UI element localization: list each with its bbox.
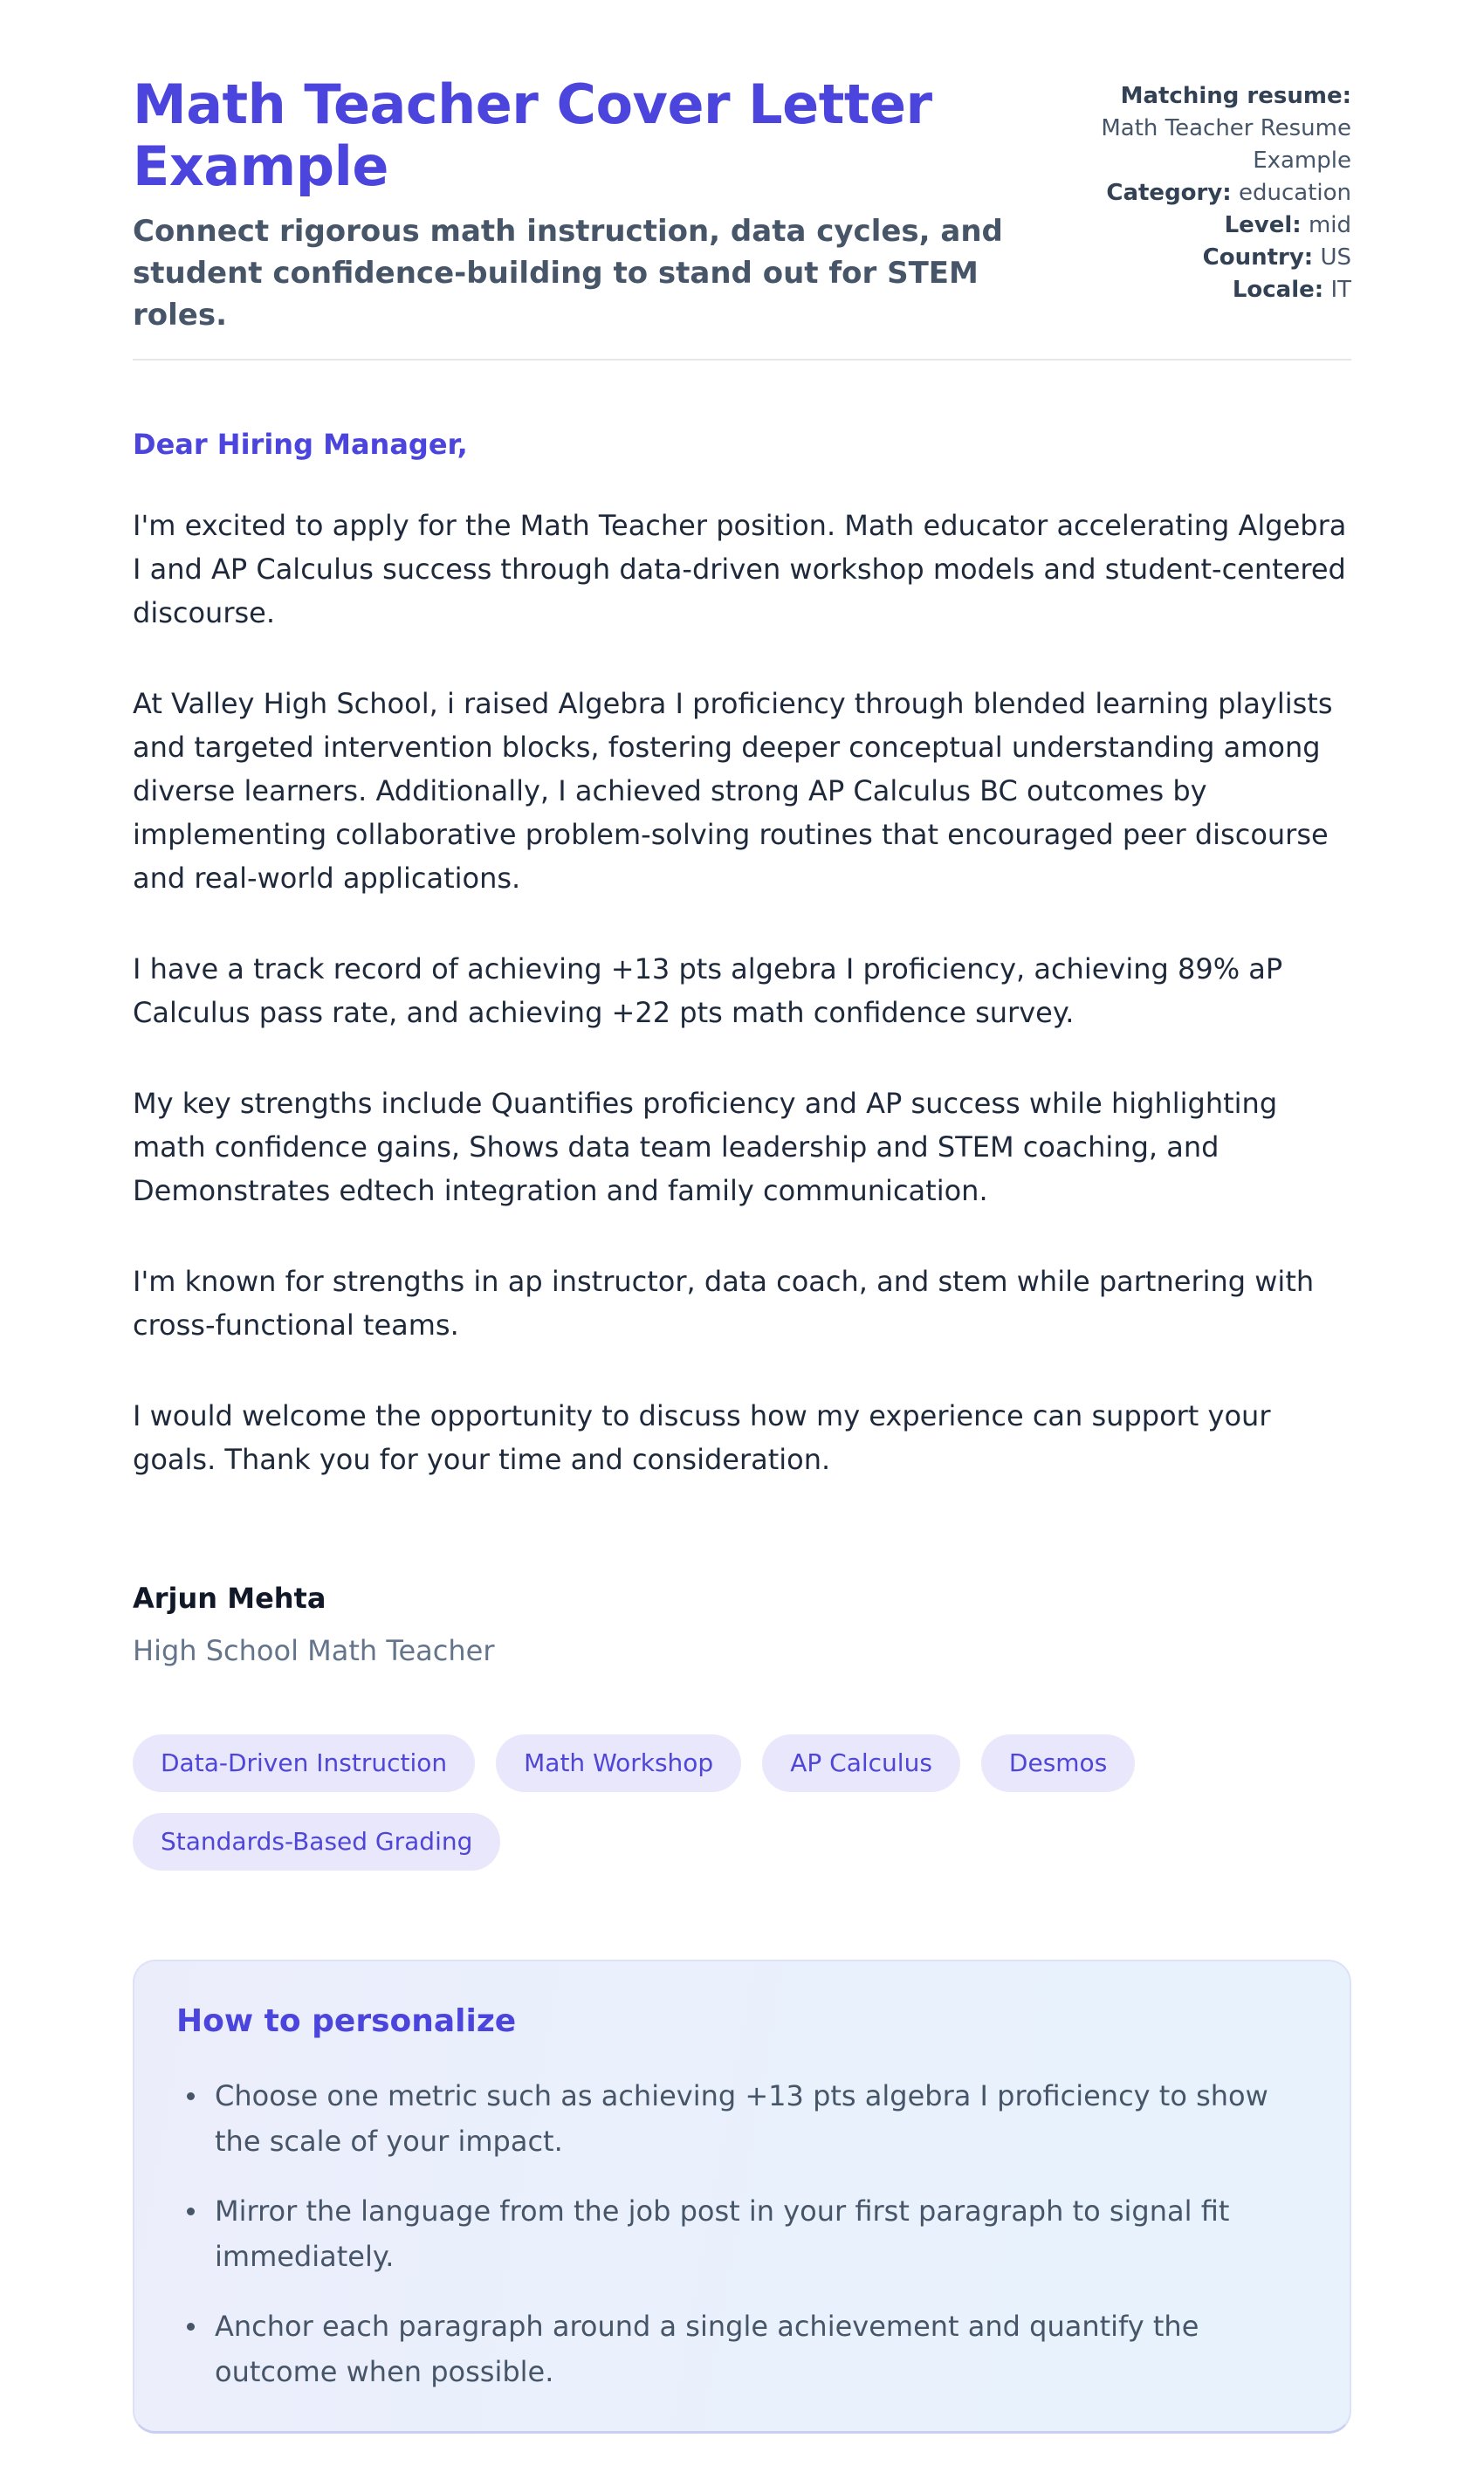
meta-country-value: US [1320, 244, 1351, 271]
tag-list [133, 1734, 1351, 1871]
tag-pill-standards-based-grading[interactable]: Standards-Based Grading [133, 1813, 500, 1871]
meta-country-label: Country: [1202, 244, 1314, 271]
letter-paragraph: At Valley High School, i raised Algebra I proficiency through blended learning playlists and targeted intervention blocks, fostering deeper conceptual understanding among diverse learners. Additionally, I achieved strong AP Calculus BC outcomes by implementing collaborative problem-solving routines that encouraged peer discourse and real-world applications. [133, 686, 1333, 895]
letter-body [133, 423, 1351, 1670]
meta-level-label: Level: [1224, 212, 1302, 238]
meta-level-value: mid [1308, 212, 1351, 238]
letter-paragraph: I have a track record of achieving +13 pts algebra I proficiency, achieving 89% aP Calculus pass rate, and achieving +22 pts math confidence survey. [133, 951, 1283, 1029]
meta-locale-label: Locale: [1232, 277, 1324, 303]
letter-paragraph: My key strengths include Quantifies proficiency and AP success while highlighting math confidence gains, Shows data team leadership and STEM coaching, and Demonstrates edtech integration and family communication. [133, 1086, 1278, 1207]
personalize-title: How to personalize [176, 2002, 517, 2039]
meta-level [1037, 209, 1351, 242]
letter-paragraph: I'm excited to apply for the Math Teacher position. Math educator accelerating Algebra I and AP Calculus success through data-driven workshop models and student-centered discourse. [133, 508, 1347, 629]
tag-pill-data-driven-instruction[interactable]: Data-Driven Instruction [133, 1734, 475, 1792]
signature-title: High School Math Teacher [133, 1633, 495, 1667]
header-title-block [133, 73, 1037, 336]
meta-matching-resume-label: Matching resume: [1120, 83, 1351, 109]
page-title: Math Teacher Cover Letter Example [133, 72, 932, 199]
personalize-card [133, 1960, 1351, 2434]
meta-category-label: Category: [1106, 180, 1232, 206]
signature-name: Arjun Mehta [133, 1581, 326, 1615]
personalize-bullet: Choose one metric such as achieving +13 pts algebra I proficiency to show the scale of your impact. [176, 2073, 1308, 2164]
signature-block [133, 1579, 1351, 1670]
meta-category [1037, 177, 1351, 209]
meta-block [1037, 73, 1351, 306]
tag-pill-ap-calculus[interactable]: AP Calculus [762, 1734, 960, 1792]
letter-salutation: Dear Hiring Manager, [133, 427, 468, 461]
meta-matching-resume [1037, 80, 1351, 177]
letter-paragraph: I would welcome the opportunity to discuss how my experience can support your goals. Thank you for your time and consideration. [133, 1398, 1271, 1476]
meta-locale [1037, 274, 1351, 306]
header-divider [133, 359, 1351, 361]
tag-pill-math-workshop[interactable]: Math Workshop [496, 1734, 741, 1792]
meta-locale-value: IT [1330, 277, 1351, 303]
personalize-bullet: Anchor each paragraph around a single achievement and quantify the outcome when possible. [176, 2304, 1308, 2394]
letter-paragraph: I'm known for strengths in ap instructor, data coach, and stem while partnering with cross-functional teams. [133, 1264, 1315, 1342]
personalize-bullet: Mirror the language from the job post in your first paragraph to signal fit immediately. [176, 2188, 1308, 2279]
page-subtitle: Connect rigorous math instruction, data cycles, and student confidence-building to stand out for STEM roles. [133, 213, 1003, 333]
meta-matching-resume-value: Math Teacher Resume Example [1101, 115, 1351, 174]
page-header [133, 73, 1351, 336]
meta-category-value: education [1238, 180, 1351, 206]
meta-country [1037, 242, 1351, 274]
personalize-list [176, 2073, 1308, 2394]
tag-pill-desmos[interactable]: Desmos [981, 1734, 1135, 1792]
